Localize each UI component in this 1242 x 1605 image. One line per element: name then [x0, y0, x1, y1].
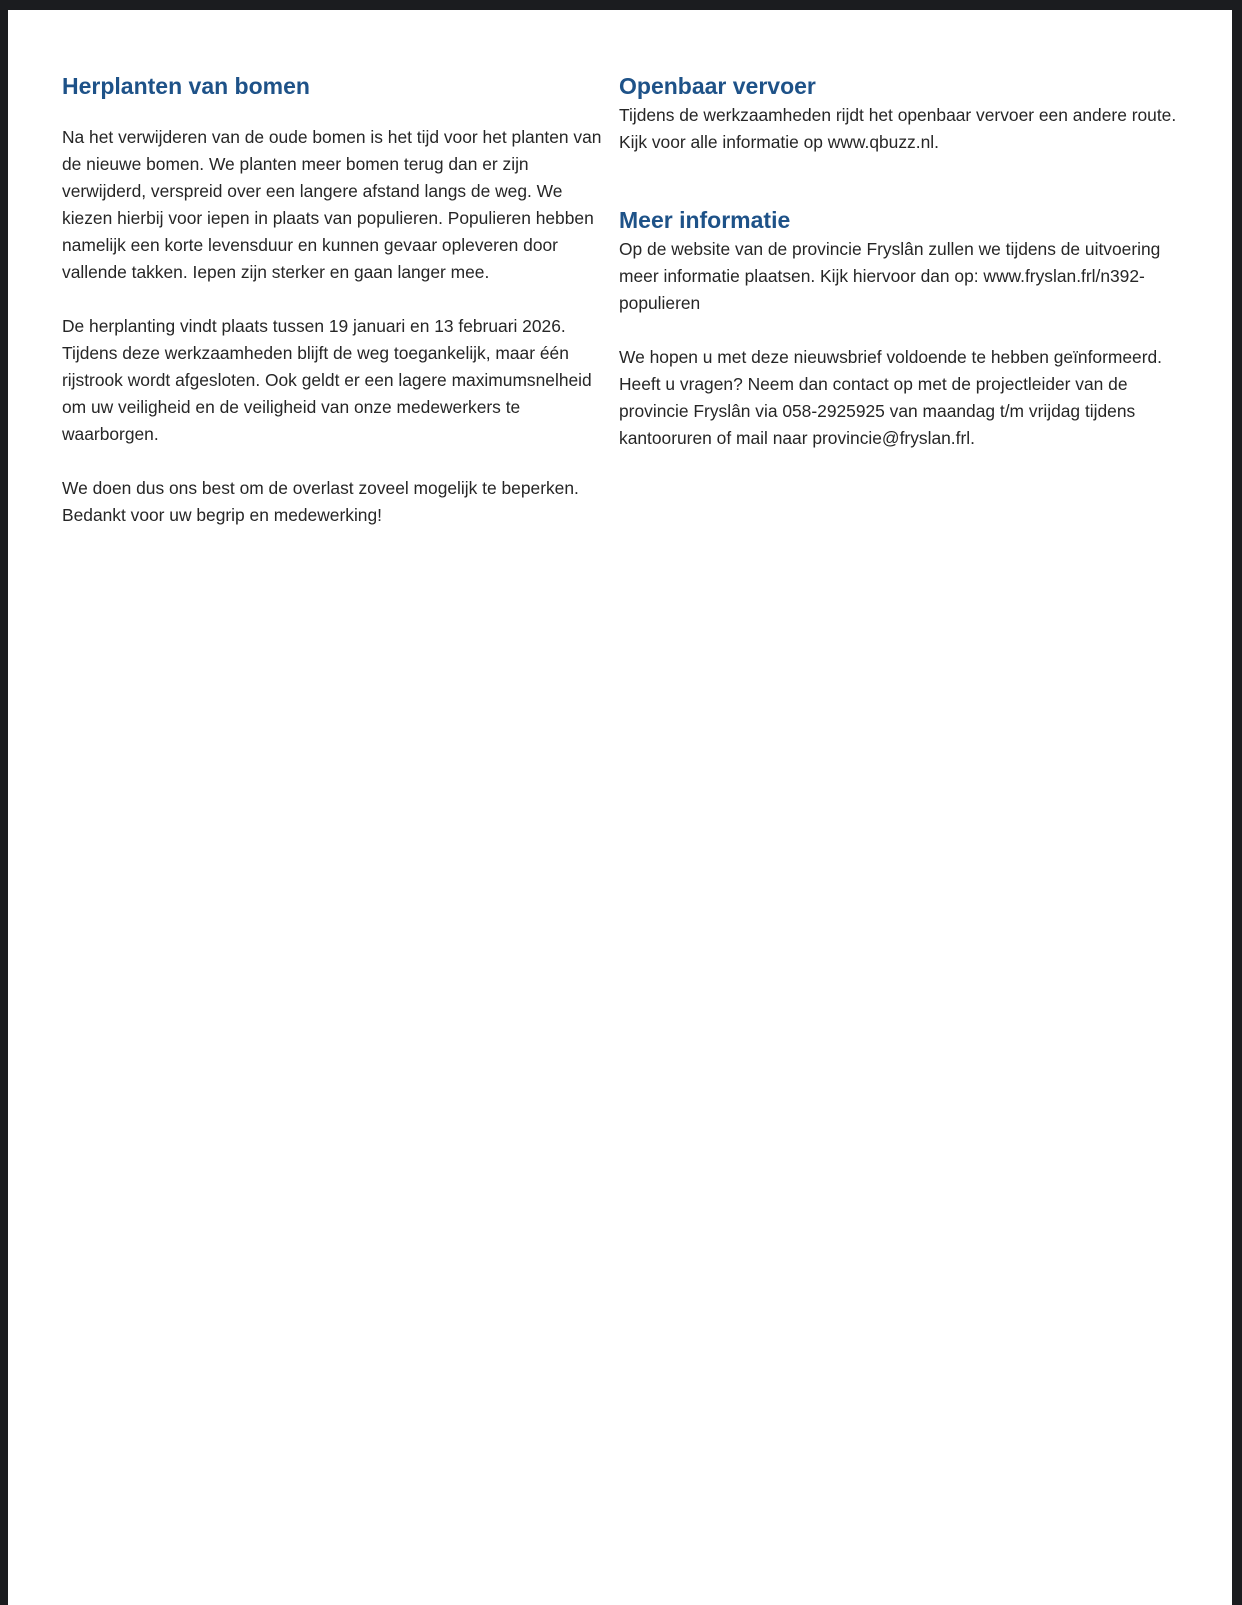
right-column: [619, 70, 1179, 452]
heading-meer-informatie: Meer informatie: [619, 207, 791, 233]
left-column: [62, 70, 614, 529]
heading-herplanten: Herplanten van bomen: [62, 73, 310, 99]
paragraph-overlast: We doen dus ons best om de overlast zoveel mogelijk te beperken. Bedankt voor uw begrip en medewerking!: [62, 478, 579, 525]
paragraph-meer-informatie: Op de website van de provincie Fryslân zullen we tijdens de uitvoering meer informatie plaatsen. Kijk hiervoor dan op: www.fryslan.frl/n392-populieren: [619, 239, 1161, 313]
paragraph-openbaar-vervoer: Tijdens de werkzaamheden rijdt het openbaar vervoer een andere route. Kijk voor alle informatie op www.qbuzz.nl.: [619, 105, 1177, 152]
paragraph-herplanten-intro: Na het verwijderen van de oude bomen is het tijd voor het planten van de nieuwe bomen. We planten meer bomen terug dan er zijn verwijderd, verspreid over een langere afstand langs de weg. We kiezen hierbij voor iepen in plaats van populieren. Populieren hebben namelijk een korte levensduur en kunnen gevaar opleveren door vallende takken. Iepen zijn sterker en gaan langer mee.: [62, 127, 602, 282]
document-page: [8, 10, 1232, 1605]
paragraph-herplanting-schedule: De herplanting vindt plaats tussen 19 januari en 13 februari 2026. Tijdens deze werkzaamheden blijft de weg toegankelijk, maar één rijstrook wordt afgesloten. Ook geldt er een lagere maximumsnelheid om uw veiligheid en de veiligheid van onze medewerkers te waarborgen.: [62, 316, 592, 444]
paragraph-contact: We hopen u met deze nieuwsbrief voldoende te hebben geïnformeerd. Heeft u vragen? Neem dan contact op met de projectleider van de provincie Fryslân via 058-2925925 van maandag t/m vrijdag tijdens kantooruren of mail naar provincie@fryslan.frl.: [619, 347, 1163, 448]
heading-openbaar-vervoer: Openbaar vervoer: [619, 73, 816, 99]
